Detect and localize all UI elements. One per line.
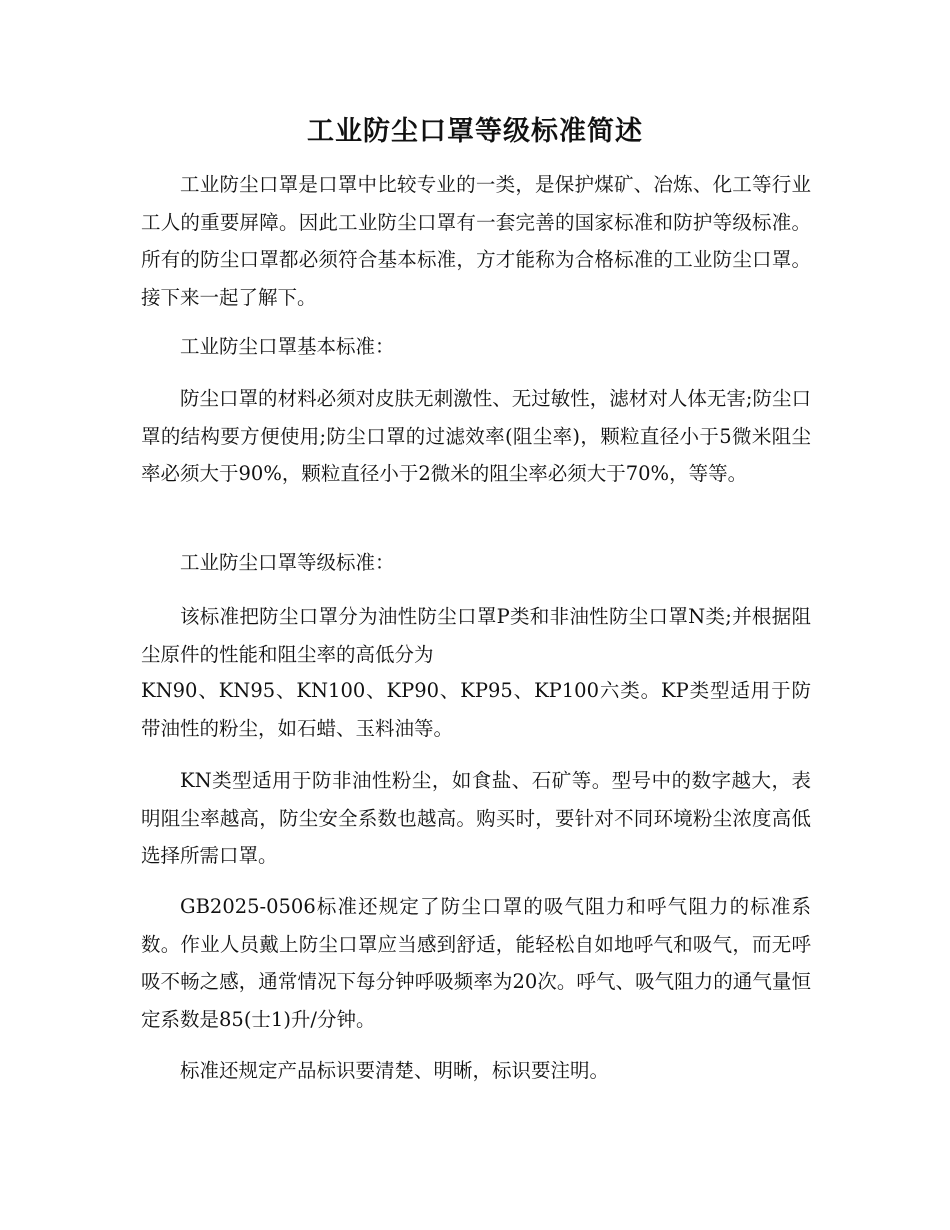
heading-basic-standard: 工业防尘口罩基本标准： (180, 335, 395, 358)
document-title: 工业防尘口罩等级标准简述 (307, 116, 643, 147)
heading-grade-standard: 工业防尘口罩等级标准： (180, 551, 395, 574)
paragraph-intro: 工业防尘口罩是口罩中比较专业的一类，是保护煤矿、冶炼、化工等行业工人的重要屏障。因此工业防尘口罩有一套完善的国家标准和防护等级标准。所有的防尘口罩都必须符合基本标准，方才能称为合格标准的工业防尘口罩。接下来一起了解下。 (141, 173, 811, 309)
paragraph-grade-standard: 该标准把防尘口罩分为油性防尘口罩P类和非油性防尘口罩N类;并根据阻尘原件的性能和阻尘率的高低分为 (141, 605, 811, 666)
paragraph-gb-standard: GB2025-0506标准还规定了防尘口罩的吸气阻力和呼气阻力的标准系数。作业人员戴上防尘口罩应当感到舒适，能轻松自如地呼气和吸气，而无呼吸不畅之感，通常情况下每分钟呼吸频率为20次。呼气、吸气阻力的通气量恒定系数是85(士1)升/分钟。 (141, 895, 811, 1031)
paragraph-labeling: 标准还规定产品标识要清楚、明晰，标识要注明。 (180, 1059, 610, 1082)
paragraph-kn-type: KN类型适用于防非油性粉尘，如食盐、石矿等。型号中的数字越大，表明阻尘率越高，防尘安全系数也越高。购买时，要针对不同环境粉尘浓度高低选择所需口罩。 (141, 769, 811, 868)
paragraph-grade-types: KN90、KN95、KN100、KP90、KP95、KP100六类。KP类型适用于防带油性的粉尘，如石蜡、玉料油等。 (141, 679, 811, 740)
paragraph-basic-standard: 防尘口罩的材料必须对皮肤无刺激性、无过敏性，滤材对人体无害;防尘口罩的结构要方便使用;防尘口罩的过滤效率(阻尘率)，颗粒直径小于5微米阻尘率必须大于90%，颗粒直径小于2微米的阻尘率必须大于70%，等等。 (141, 387, 811, 486)
